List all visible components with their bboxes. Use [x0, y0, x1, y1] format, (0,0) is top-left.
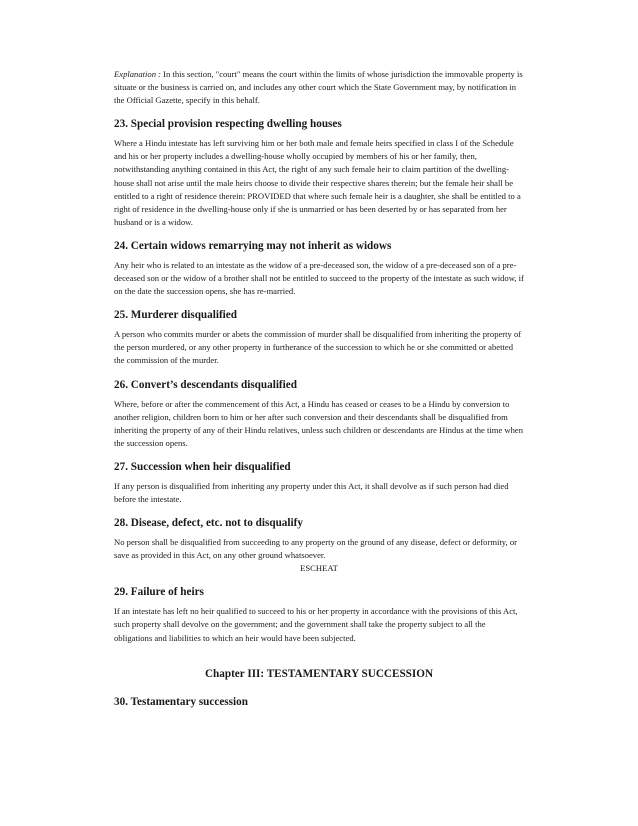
- section-27-heading: 27. Succession when heir disqualified: [114, 460, 291, 473]
- chapter-title: Chapter III: TESTAMENTARY SUCCESSION: [204, 667, 434, 680]
- section-25-heading: 25. Murderer disqualified: [114, 309, 237, 322]
- escheat-label: ESCHEAT: [300, 563, 338, 574]
- section-26-body: Where, before or after the commencement of this Act, a Hindu has ceased or ceases to be a Hindu by conversion to another religion, children born to him or her after such conversion and their descendants shall be disqualified from inheriting the property of any of their Hindu relatives, unless such children or descendants are Hindus at the time when the succession opens.: [114, 398, 524, 448]
- document-page: [114, 68, 524, 709]
- section-23-body: Where a Hindu intestate has left surviving him or her both male and female heirs specified in class I of the Schedule and his or her property includes a dwelling-house wholly occupied by members of his or her family, then, notwithstanding anything contained in this Act, the right of any such female heir to claim partition of the dwelling-house shall not arise until the male heirs choose to divide their respective shares therein; but the female heir shall be entitled to a right of residence therein: PROVIDED that where such female heir is a daughter, she shall be entitled to a right of residence in the dwelling-house only if she is unmarried or has been deserted by or has separated from her husband or is a widow.: [114, 138, 521, 227]
- section-28-heading: 28. Disease, defect, etc. not to disqualify: [114, 517, 303, 530]
- section-26-heading: 26. Convert’s descendants disqualified: [114, 378, 297, 391]
- section-23-heading: 23. Special provision respecting dwelling houses: [114, 118, 342, 131]
- section-29-heading: 29. Failure of heirs: [114, 586, 204, 599]
- section-30-heading: 30. Testamentary succession: [114, 695, 248, 708]
- section-24-heading: 24. Certain widows remarrying may not inherit as widows: [114, 239, 392, 252]
- explanation-lead: Explanation :: [114, 69, 162, 79]
- explanation-text: In this section, "court" means the court within the limits of whose jurisdiction the immovable property is situate or the business is carried on, and includes any other court which the State Government may, by notification in the Official Gazette, specify in this behalf.: [114, 69, 523, 106]
- section-24-body: Any heir who is related to an intestate as the widow of a pre-deceased son, the widow of a pre-deceased son of a pre-deceased son or the widow of a brother shall not be entitled to succeed to the property of the intestate as such widow, if on the date the succession opens, she has re-married.: [114, 259, 524, 297]
- section-25-body: A person who commits murder or abets the commission of murder shall be disqualified from inheriting the property of the person murdered, or any other property in furtherance of the succession to which he or she committed or abetted the commission of the murder.: [114, 329, 522, 366]
- section-27-body: If any person is disqualified from inheriting any property under this Act, it shall devolve as if such person had died before the intestate.: [114, 480, 509, 504]
- explanation-paragraph: [114, 68, 524, 107]
- section-28-body: No person shall be disqualified from succeeding to any property on the ground of any disease, defect or deformity, or save as provided in this Act, on any other ground whatsoever.: [114, 537, 517, 561]
- section-29-body: If an intestate has left no heir qualified to succeed to his or her property in accordance with the provisions of this Act, such property shall devolve on the government; and the government shall take the property subject to all the obligations and liabilities to which an heir would have been subjected.: [114, 606, 518, 643]
